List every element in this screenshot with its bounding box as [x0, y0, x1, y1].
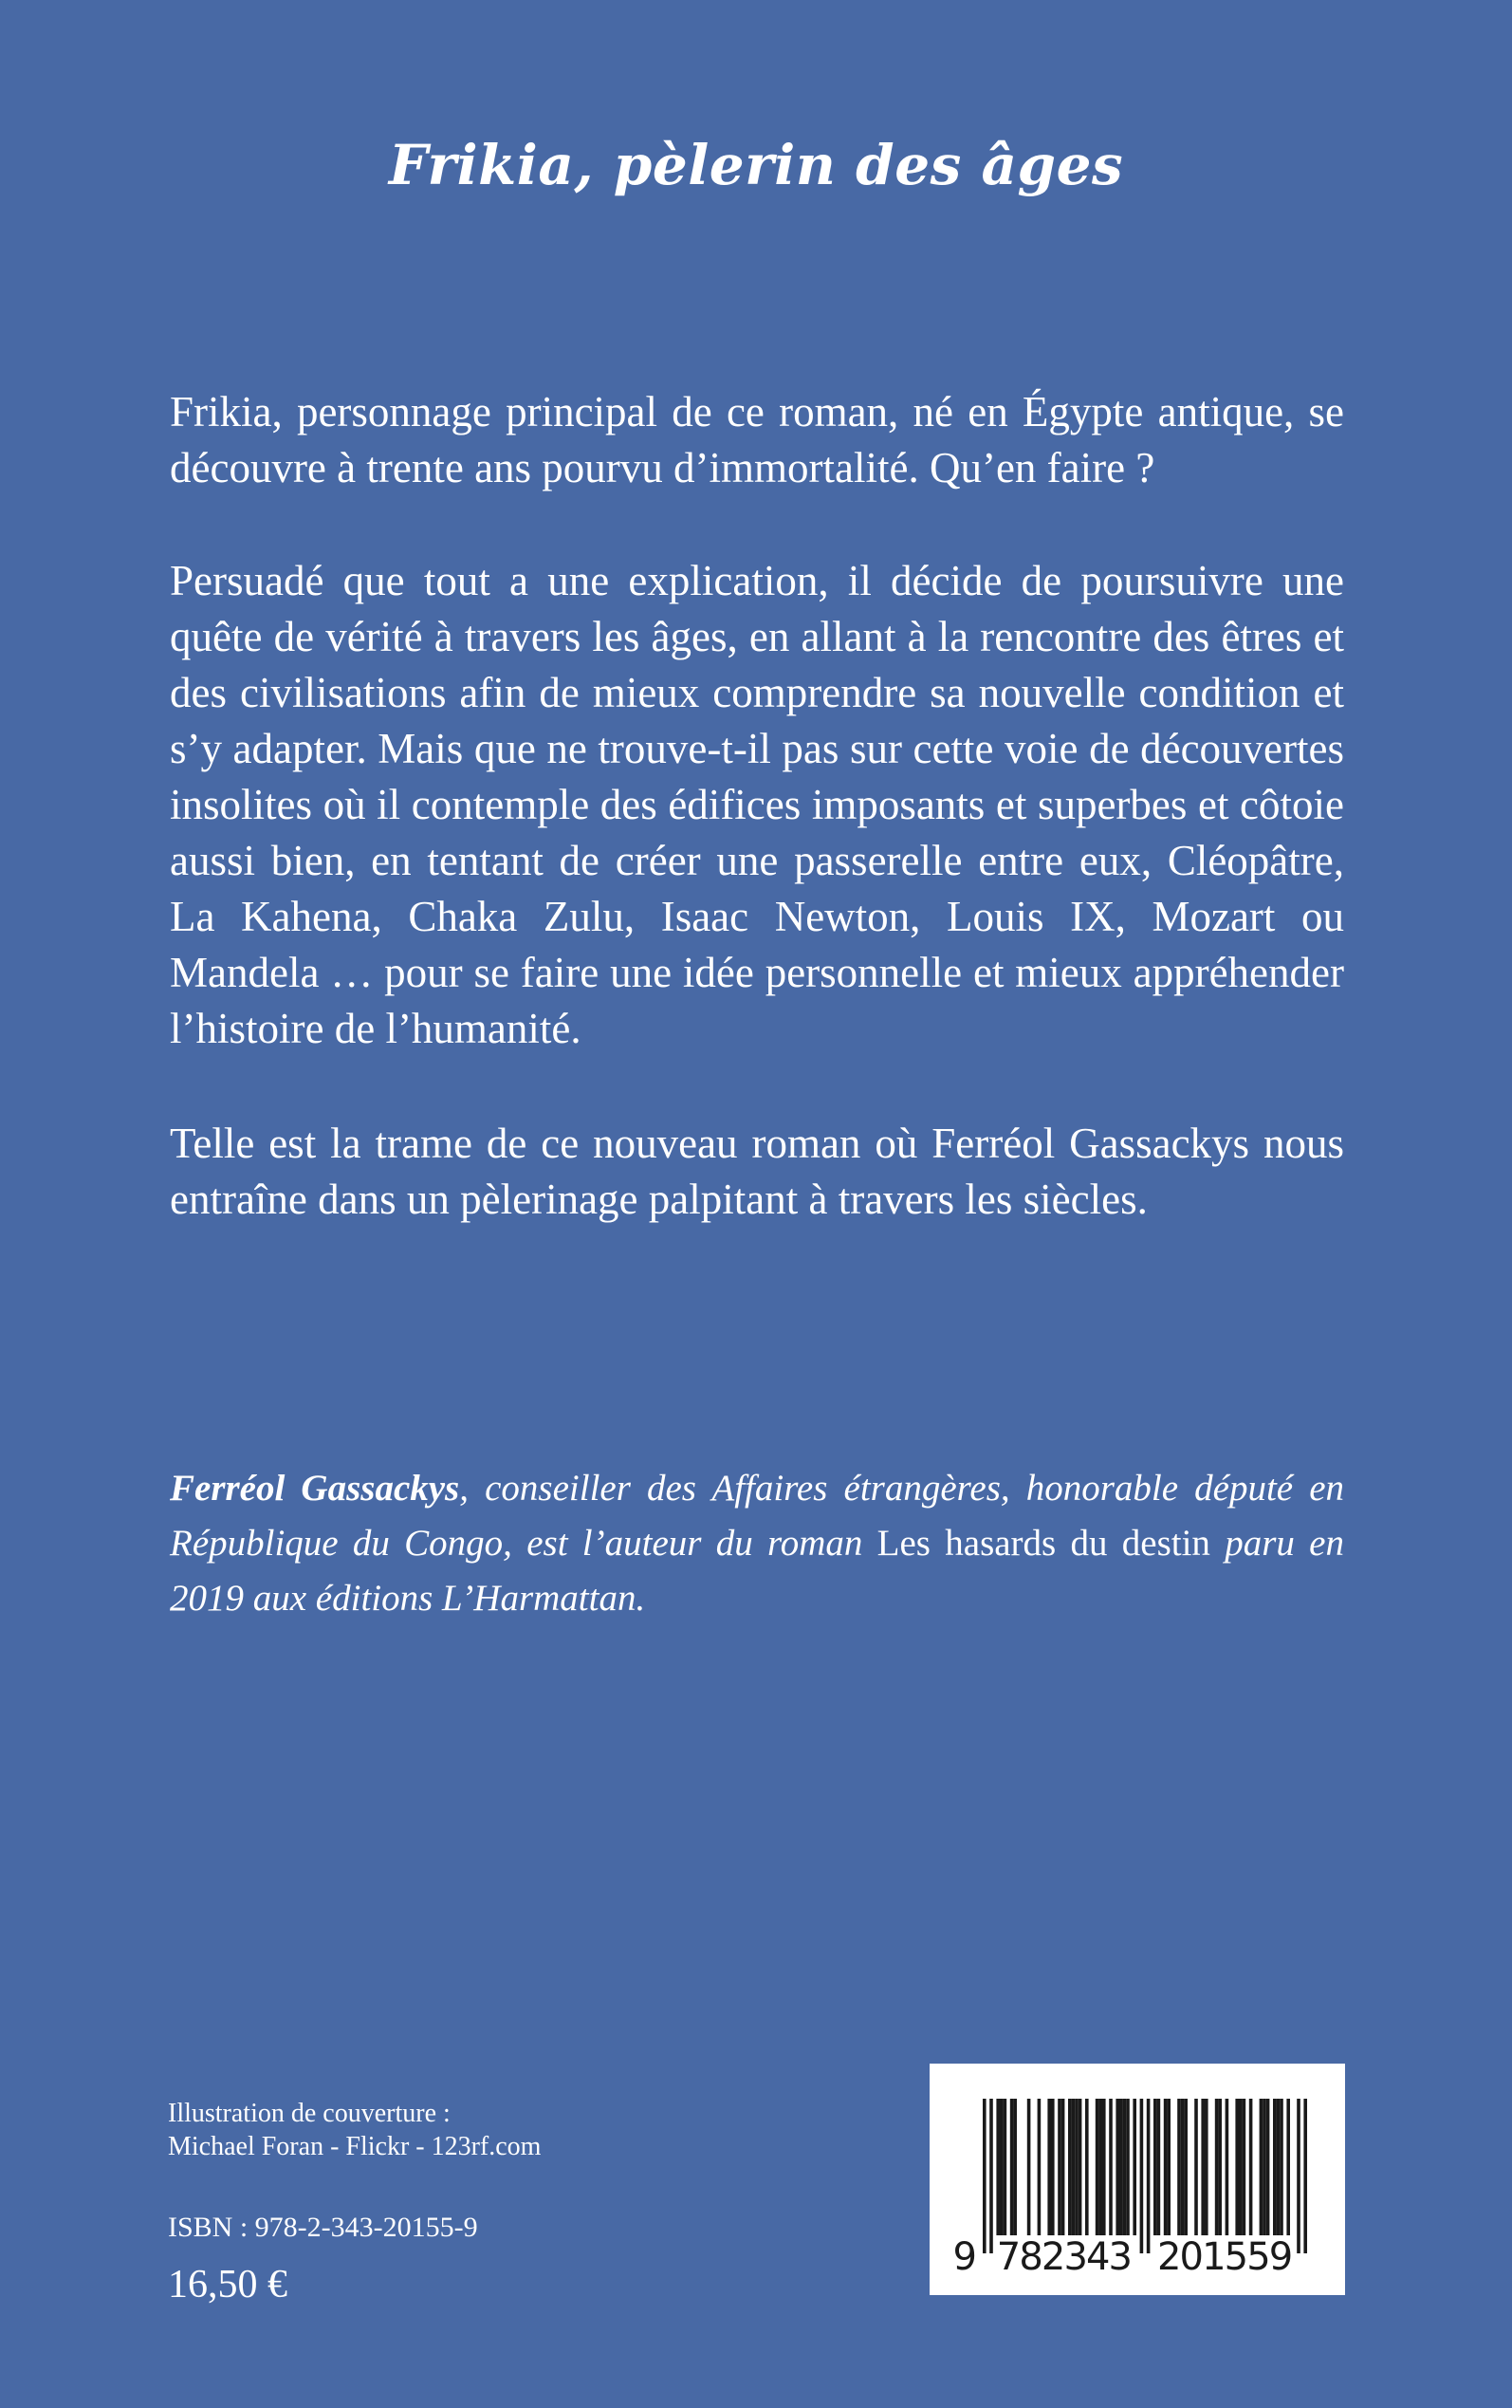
svg-text:201559: 201559	[1157, 2235, 1294, 2279]
book-title: Frikia, pèlerin des âges	[388, 133, 1124, 197]
svg-text:782343: 782343	[996, 2235, 1133, 2279]
author-bio	[170, 1461, 1344, 1626]
ean13-barcode-icon	[930, 2064, 1345, 2295]
blurb-paragraph-3: Telle est la trame de ce nouveau roman où Ferréol Gassackys nous entraîne dans un pèlerinage palpitant à travers les siècles.	[170, 1120, 1344, 1223]
blurb-paragraph-2: Persuadé que tout a une explication, il décide de poursuivre une quête de vérité à travers les âges, en allant à la rencontre des êtres et des civilisations afin de mieux comprendre sa nouvelle condition et s’y adapter. Mais que ne trouve-t-il pas sur cette voie de découvertes insolites où il contemple des édifices imposants et superbes et côtoie aussi bien, en tentant de créer une passerelle entre eux, Cléopâtre, La Kahena, Chaka Zulu, Isaac Newton, Louis IX, Mozart ou Mandela … pour se faire une idée personnelle et mieux appréhender l’histoire de l’humanité.	[170, 557, 1344, 1052]
barcode	[930, 2064, 1345, 2295]
isbn-number: ISBN : 978-2-343-20155-9	[168, 2212, 478, 2243]
blurb-paragraph-1: Frikia, personnage principal de ce roman, né en Égypte antique, se découvre à trente ans pourvu d’immortalité. Qu’en faire ?	[170, 388, 1344, 491]
author-bio-text-1: , conseiller des Affaires étrangères, honorable député en République du Congo, est l’auteur du roman	[170, 1468, 1345, 1564]
author-bio-text-2: paru en 2019 aux éditions L’Harmattan.	[170, 1523, 1344, 1619]
illustration-label: Illustration de couverture :	[168, 2099, 451, 2128]
illustration-credit: Michael Foran - Flickr - 123rf.com	[168, 2132, 542, 2161]
previous-book-title: Les hasards du destin	[876, 1523, 1210, 1564]
svg-text:9: 9	[952, 2235, 977, 2279]
price: 16,50 €	[168, 2263, 287, 2306]
author-name: Ferréol Gassackys	[170, 1468, 460, 1509]
illustration-credits	[168, 2097, 541, 2163]
